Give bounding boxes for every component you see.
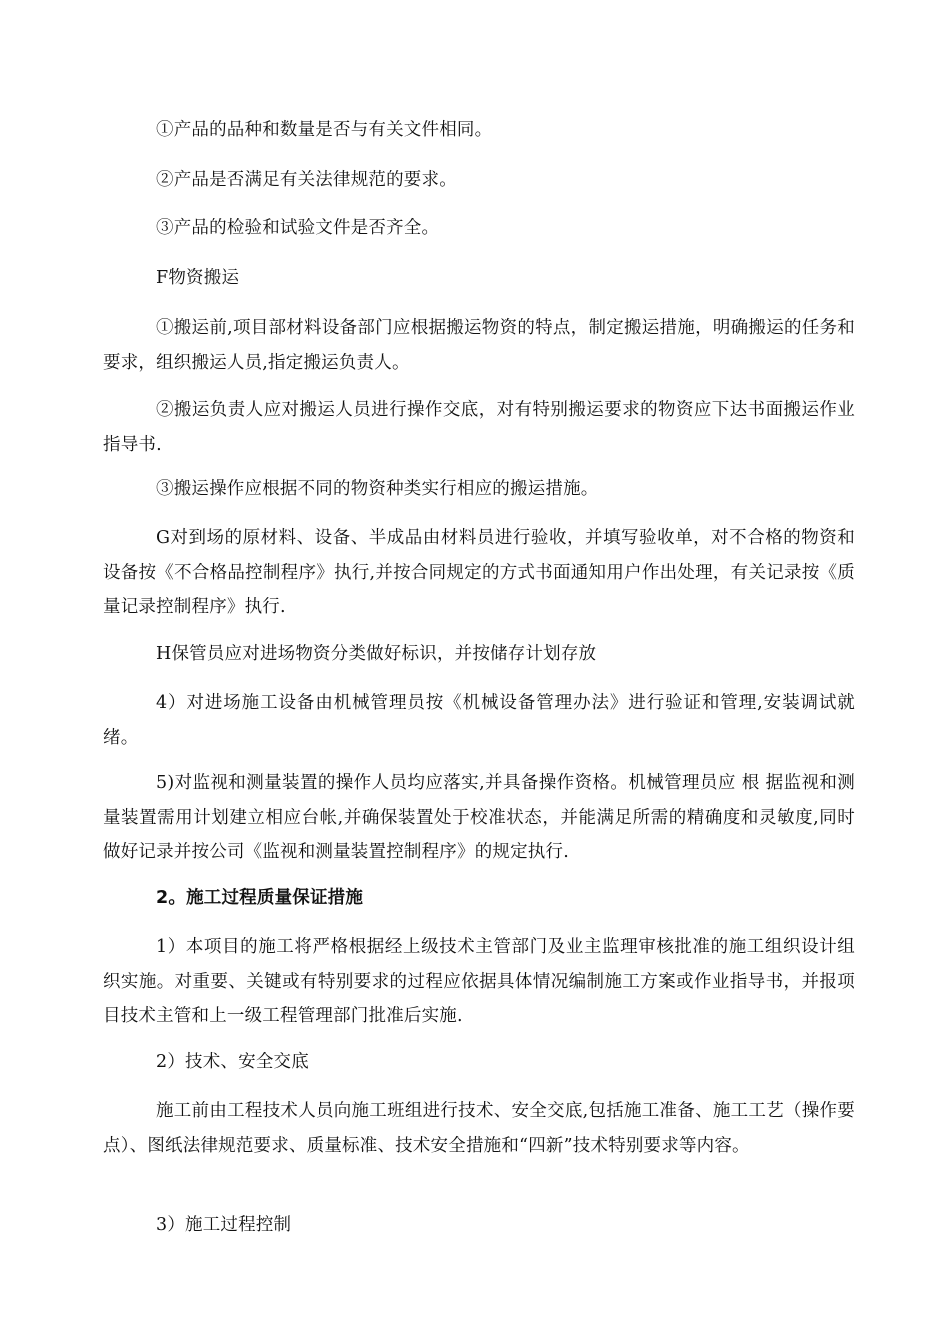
paragraph-handling-operation: ③搬运操作应根据不同的物资种类实行相应的搬运措施。 — [156, 479, 599, 499]
paragraph-equipment: 4）对进场施工设备由机械管理员按《机械设备管理办法》进行验证和管理,安装调试就绪。 — [103, 693, 855, 748]
paragraph-check-variety: ①产品的品种和数量是否与有关文件相同。 — [156, 120, 493, 140]
paragraph-construction-plan: 1）本项目的施工将严格根据经上级技术主管部门及业主监理审核批准的施工组织设计组织实施。对重要、关键或有特别要求的过程应依据具体情况编制施工方案或作业指导书，并报项目技术主管和上一级工程管理部门批准后实施. — [103, 937, 855, 1026]
paragraph-storage: H保管员应对进场物资分类做好标识，并按储存计划存放 — [156, 644, 597, 664]
paragraph-check-inspection-docs: ③产品的检验和试验文件是否齐全。 — [156, 218, 440, 238]
paragraph-handling-before: ①搬运前,项目部材料设备部门应根据搬运物资的特点，制定搬运措施，明确搬运的任务和要求，组织搬运人员,指定搬运负责人。 — [103, 318, 855, 373]
paragraph-measuring-devices: 5)对监视和测量装置的操作人员均应落实,并具备操作资格。机械管理员应 根 据监视和测量装置需用计划建立相应台帐,并确保装置处于校准状态，并能满足所需的精确度和灵敏度,同时做好记录并按公司《监视和测量装置控制程序》的规定执行. — [103, 773, 855, 862]
paragraph-briefing-content: 施工前由工程技术人员向施工班组进行技术、安全交底,包括施工准备、施工工艺（操作要点）、图纸法律规范要求、质量标准、技术安全措施和“四新”技术特别要求等内容。 — [103, 1101, 855, 1156]
paragraph-process-control-title: 3）施工过程控制 — [156, 1215, 292, 1235]
paragraph-handling-briefing: ②搬运负责人应对搬运人员进行操作交底，对有特别搬运要求的物资应下达书面搬运作业指导书. — [103, 400, 855, 455]
section-heading-process-quality: 2。施工过程质量保证措施 — [156, 888, 364, 908]
paragraph-acceptance: G对到场的原材料、设备、半成品由材料员进行验收，并填写验收单，对不合格的物资和设备按《不合格品控制程序》执行,并按合同规定的方式书面通知用户作出处理，有关记录按《质量记录控制程序》执行. — [103, 528, 855, 617]
paragraph-check-regulations: ②产品是否满足有关法律规范的要求。 — [156, 170, 457, 190]
paragraph-material-handling-title: F物资搬运 — [156, 268, 240, 288]
paragraph-briefing-title: 2）技术、安全交底 — [156, 1052, 309, 1072]
